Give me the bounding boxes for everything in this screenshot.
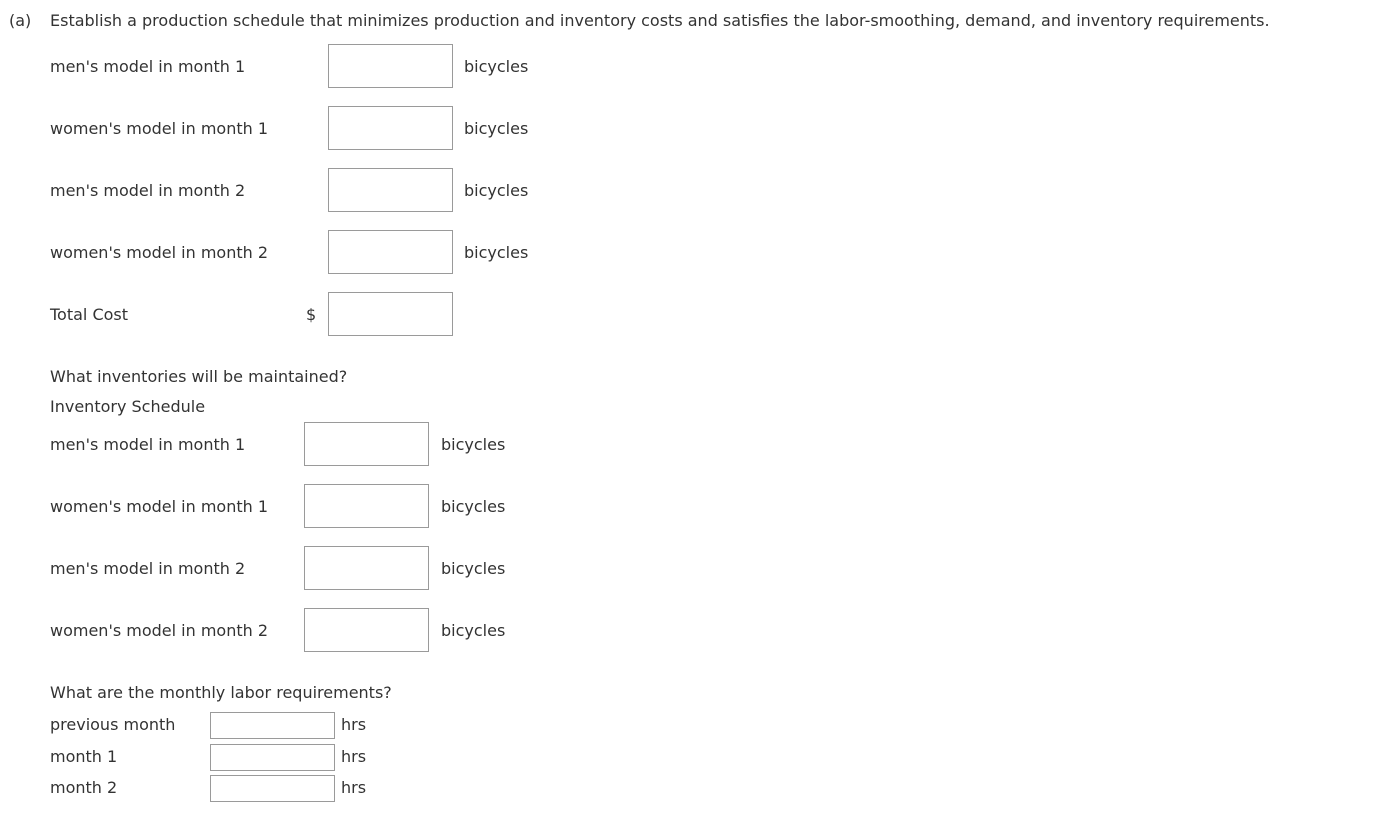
part-label: (a) [9,11,32,30]
inventory-heading: Inventory Schedule [50,397,206,416]
inventory-row-label: men's model in month 1 [50,435,246,454]
production-input[interactable] [328,168,453,212]
production-row-label: men's model in month 2 [50,181,246,200]
labor-input[interactable] [210,712,335,739]
production-input[interactable] [328,106,453,150]
labor-row-label: month 1 [50,747,118,766]
unit-label: bicycles [464,181,529,200]
unit-label: bicycles [441,621,506,640]
unit-label: hrs [341,778,367,797]
inventory-input[interactable] [304,484,429,528]
total-cost-label: Total Cost [50,305,129,324]
question-prompt: Establish a production schedule that minimizes production and inventory costs and satisfies the labor-smoothing, demand, and inventory requirements. [50,11,1270,30]
production-row-label: men's model in month 1 [50,57,246,76]
production-row-label: women's model in month 1 [50,119,269,138]
production-input[interactable] [328,230,453,274]
production-input[interactable] [328,44,453,88]
unit-label: bicycles [441,497,506,516]
unit-label: hrs [341,747,367,766]
inventory-input[interactable] [304,546,429,590]
inventory-row-label: women's model in month 1 [50,497,269,516]
production-row-label: women's model in month 2 [50,243,269,262]
labor-question: What are the monthly labor requirements? [50,683,392,702]
labor-row-label: previous month [50,715,176,734]
unit-label: hrs [341,715,367,734]
inventory-input[interactable] [304,422,429,466]
labor-row-label: month 2 [50,778,118,797]
labor-input[interactable] [210,744,335,771]
total-cost-input[interactable] [328,292,453,336]
unit-label: bicycles [464,243,529,262]
inventory-row-label: men's model in month 2 [50,559,246,578]
inventory-row-label: women's model in month 2 [50,621,269,640]
dollar-sign: $ [306,305,317,324]
inventory-input[interactable] [304,608,429,652]
unit-label: bicycles [441,435,506,454]
unit-label: bicycles [464,119,529,138]
unit-label: bicycles [441,559,506,578]
unit-label: bicycles [464,57,529,76]
inventory-question: What inventories will be maintained? [50,367,348,386]
labor-input[interactable] [210,775,335,802]
